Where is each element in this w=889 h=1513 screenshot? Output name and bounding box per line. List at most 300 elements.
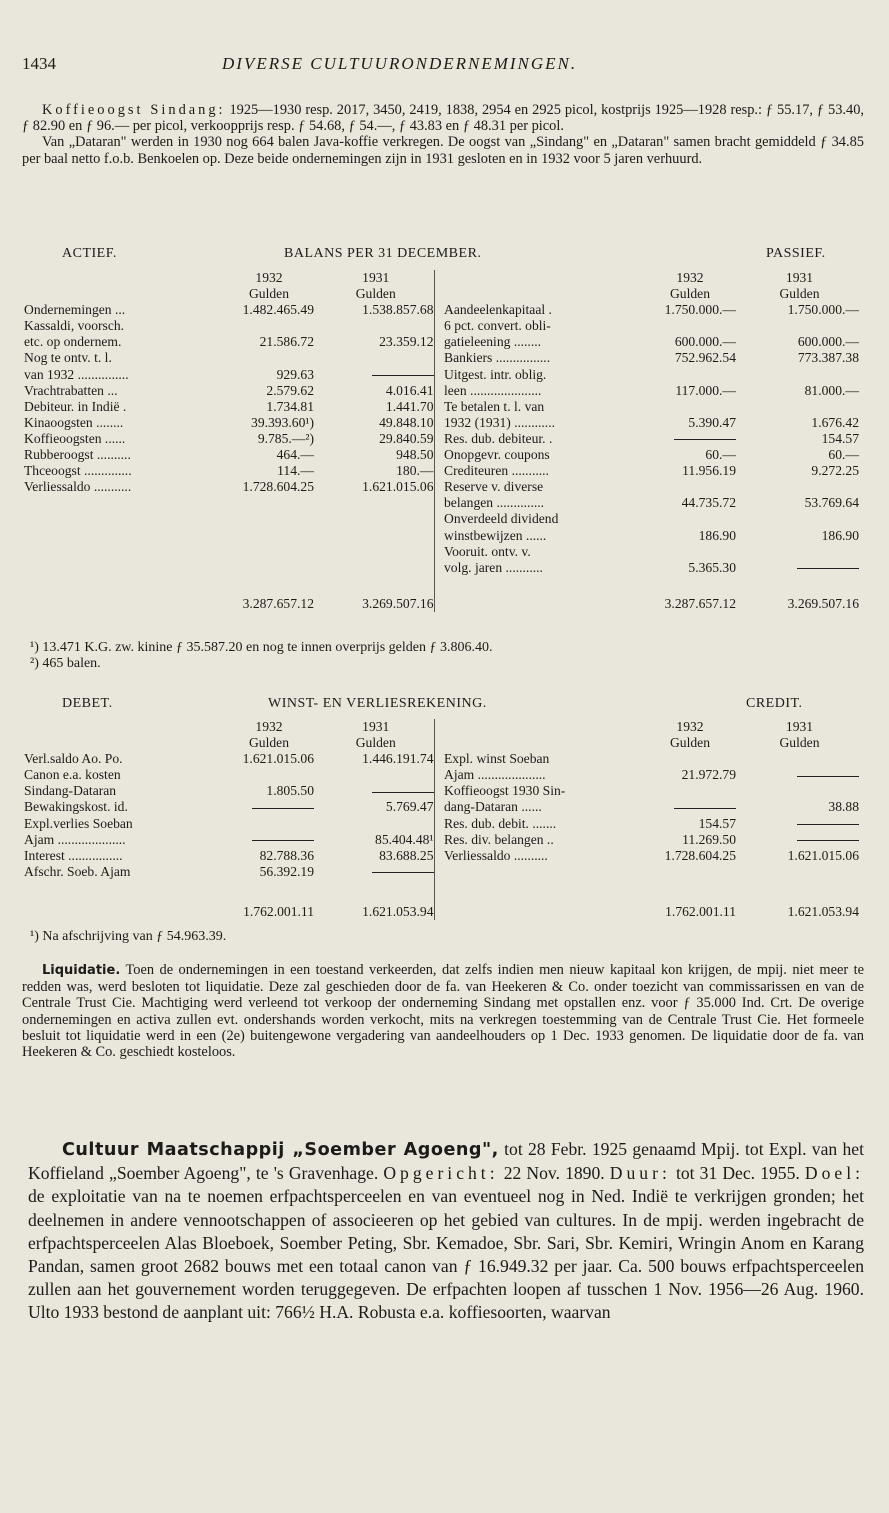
left-label bbox=[24, 560, 220, 576]
column-divider bbox=[434, 383, 444, 399]
table-row bbox=[24, 415, 859, 431]
winst-footnote-1: ¹) Na afschrijving van ƒ 54.963.39. bbox=[30, 929, 227, 944]
blank-cell bbox=[24, 596, 220, 612]
nil-dash bbox=[797, 568, 859, 569]
table-row bbox=[24, 367, 859, 383]
total-right-1932: 1.762.001.11 bbox=[665, 903, 736, 919]
currency-label: Gulden bbox=[669, 735, 711, 751]
spacer-row bbox=[24, 576, 859, 596]
table-row bbox=[24, 447, 859, 463]
column-divider bbox=[434, 511, 444, 527]
left-label: Verliessaldo ........... bbox=[24, 479, 132, 495]
soember-text-1: tot 28 Febr. 1925 genaamd Mpij. tot Expl. van het Koffieland „Soember Agoeng", te 's Gravenhage. bbox=[28, 1139, 864, 1184]
left-label: Bewakingskost. id. bbox=[24, 799, 128, 815]
blank-cell bbox=[220, 880, 318, 904]
table-row bbox=[24, 832, 859, 848]
koffieoogst-label: Koffieoogst Sindang: bbox=[42, 102, 226, 118]
page-number: 1434 bbox=[22, 54, 56, 73]
right-value-1932 bbox=[640, 544, 740, 560]
blank-cell bbox=[318, 880, 434, 904]
blank-cell bbox=[24, 576, 220, 596]
left-value-1931 bbox=[318, 511, 434, 527]
right-value-1931: 1.750.000.— bbox=[787, 302, 859, 318]
left-value-1931: 85.404.48¹ bbox=[375, 831, 434, 847]
table-row bbox=[24, 528, 859, 544]
right-value-1932: 11.269.50 bbox=[682, 831, 736, 847]
currency-label: Gulden bbox=[248, 735, 290, 751]
company-name: Cultuur Maatschappij „Soember Agoeng", bbox=[62, 1140, 499, 1160]
left-value-1931: 1.538.857.68 bbox=[362, 302, 434, 318]
blank-cell bbox=[444, 735, 640, 751]
right-value-1932 bbox=[640, 751, 740, 767]
currency-label: Gulden bbox=[779, 735, 820, 751]
right-value-1931: 154.57 bbox=[821, 430, 859, 446]
column-divider bbox=[434, 848, 444, 864]
table-row bbox=[24, 816, 859, 832]
table-row bbox=[24, 350, 859, 366]
balans-title: BALANS PER 31 DECEMBER. bbox=[284, 246, 482, 261]
left-value-1932: 21.586.72 bbox=[259, 334, 314, 350]
left-value-1932 bbox=[220, 799, 318, 815]
right-value-1932: 5.390.47 bbox=[688, 414, 736, 430]
left-label: etc. op ondernem. bbox=[24, 334, 122, 350]
column-divider bbox=[434, 816, 444, 832]
total-right-1931: 1.621.053.94 bbox=[787, 903, 859, 919]
koffieoogst-text: 1925—1930 resp. 2017, 3450, 2419, 1838, 2954 en 2925 picol, kostprijs 1925—1928 resp.: ƒ 55.17, ƒ 53.40, ƒ 82.90 en ƒ 96.— per picol, verkoopprijs resp. ƒ 54.68, ƒ 54.—, ƒ 43.83 en ƒ 48.31 per picol. bbox=[22, 102, 864, 135]
left-value-1932: 1.621.015.06 bbox=[242, 751, 314, 767]
right-value-1931: 81.000.— bbox=[804, 382, 859, 398]
column-divider bbox=[434, 560, 444, 576]
nil-dash bbox=[674, 808, 736, 809]
right-label: Expl. winst Soeban bbox=[444, 751, 550, 767]
total-left-1932: 3.287.657.12 bbox=[242, 595, 314, 611]
left-value-1931: 1.441.70 bbox=[385, 398, 434, 414]
intro-paragraphs bbox=[22, 102, 864, 167]
column-divider bbox=[434, 431, 444, 447]
blank-cell bbox=[640, 880, 740, 904]
left-value-1932: 1.482.465.49 bbox=[242, 302, 314, 318]
left-value-1931: 1.621.015.06 bbox=[362, 479, 434, 495]
right-label: gatieleening ........ bbox=[444, 334, 542, 350]
blank-cell bbox=[24, 270, 220, 286]
opgericht-label: Opgericht: bbox=[383, 1163, 499, 1184]
left-value-1932: 929.63 bbox=[276, 366, 314, 382]
table-row bbox=[24, 318, 859, 334]
table-row bbox=[24, 495, 859, 511]
table-row bbox=[24, 511, 859, 527]
column-divider bbox=[434, 751, 444, 767]
balans-right-title: PASSIEF. bbox=[766, 246, 826, 261]
left-value-1931 bbox=[318, 367, 434, 383]
left-value-1932 bbox=[220, 560, 318, 576]
right-label: Res. div. belangen .. bbox=[444, 831, 554, 847]
column-divider bbox=[434, 367, 444, 383]
right-label: volg. jaren ........... bbox=[444, 559, 543, 575]
blank-cell bbox=[444, 596, 640, 612]
doel-label: Doel: bbox=[804, 1163, 864, 1184]
year-1931-right: 1931 bbox=[785, 270, 814, 285]
table-row bbox=[24, 431, 859, 447]
left-label: Expl.verlies Soeban bbox=[24, 815, 133, 831]
blank-cell bbox=[24, 735, 220, 751]
currency-label: Gulden bbox=[779, 286, 820, 302]
left-value-1931 bbox=[318, 767, 434, 783]
nil-dash bbox=[797, 824, 859, 825]
column-divider bbox=[434, 415, 444, 431]
left-value-1931 bbox=[318, 544, 434, 560]
table-row bbox=[24, 479, 859, 495]
winst-left-title: DEBET. bbox=[62, 696, 113, 711]
right-label: Bankiers ................ bbox=[444, 350, 551, 366]
right-value-1931: 186.90 bbox=[821, 527, 859, 543]
currency-label: Gulden bbox=[355, 286, 396, 302]
right-value-1932 bbox=[640, 318, 740, 334]
right-value-1931 bbox=[740, 864, 859, 880]
left-value-1932: 1.805.50 bbox=[266, 783, 314, 799]
year-1931-right: 1931 bbox=[785, 719, 814, 734]
blank-cell bbox=[740, 880, 859, 904]
left-value-1931: 29.840.59 bbox=[379, 430, 434, 446]
left-value-1932 bbox=[220, 544, 318, 560]
right-value-1931 bbox=[740, 544, 859, 560]
table-row bbox=[24, 751, 859, 767]
winst-totals-row bbox=[24, 904, 859, 920]
nil-dash bbox=[797, 776, 859, 777]
left-value-1932: 2.579.62 bbox=[266, 382, 314, 398]
year-1932-left: 1932 bbox=[255, 270, 283, 285]
column-divider bbox=[434, 286, 444, 302]
column-divider bbox=[434, 528, 444, 544]
column-divider bbox=[434, 719, 444, 735]
right-label: Res. dub. debiteur. . bbox=[444, 430, 553, 446]
table-row bbox=[24, 463, 859, 479]
blank-cell bbox=[318, 576, 434, 596]
right-value-1932: 186.90 bbox=[698, 527, 736, 543]
liquidatie-label: Liquidatie. bbox=[42, 963, 121, 978]
right-label: Onverdeeld dividend bbox=[444, 511, 559, 527]
right-value-1932 bbox=[640, 511, 740, 527]
right-value-1931: 1.621.015.06 bbox=[787, 847, 859, 863]
left-value-1931 bbox=[318, 783, 434, 799]
total-left-1932: 1.762.001.11 bbox=[243, 903, 314, 919]
left-value-1932 bbox=[220, 495, 318, 511]
currency-label: Gulden bbox=[248, 286, 290, 302]
column-divider bbox=[434, 334, 444, 350]
column-divider bbox=[434, 463, 444, 479]
soember-agoeng-section bbox=[28, 1138, 864, 1325]
year-1932-right: 1932 bbox=[676, 719, 704, 734]
left-value-1932: 114.— bbox=[277, 463, 314, 479]
nil-dash bbox=[372, 375, 434, 376]
right-value-1932 bbox=[640, 431, 740, 447]
table-row bbox=[24, 302, 859, 318]
left-value-1931: 180.— bbox=[396, 463, 434, 479]
left-value-1931: 4.016.41 bbox=[385, 382, 434, 398]
left-label: Interest ................ bbox=[24, 847, 123, 863]
column-divider bbox=[434, 495, 444, 511]
column-divider bbox=[434, 576, 444, 596]
table-row bbox=[24, 383, 859, 399]
table-row bbox=[24, 864, 859, 880]
right-value-1932: 117.000.— bbox=[675, 382, 736, 398]
table-row bbox=[24, 399, 859, 415]
right-value-1932 bbox=[640, 367, 740, 383]
right-value-1931: 60.— bbox=[828, 447, 859, 463]
right-label: Crediteuren ........... bbox=[444, 463, 549, 479]
blank-cell bbox=[444, 286, 640, 302]
left-label: Ajam .................... bbox=[24, 831, 126, 847]
column-divider bbox=[434, 904, 444, 920]
year-1931-left: 1931 bbox=[362, 270, 390, 285]
right-label: 6 pct. convert. obli- bbox=[444, 318, 551, 334]
left-value-1932 bbox=[220, 832, 318, 848]
total-left-1931: 1.621.053.94 bbox=[362, 903, 434, 919]
winst-title: WINST- EN VERLIESREKENING. bbox=[268, 696, 487, 711]
column-divider bbox=[434, 864, 444, 880]
left-value-1931: 1.446.191.74 bbox=[362, 751, 434, 767]
right-value-1931: 600.000.— bbox=[797, 334, 859, 350]
right-value-1932: 44.735.72 bbox=[681, 495, 736, 511]
right-label bbox=[444, 864, 640, 880]
total-left-1931: 3.269.507.16 bbox=[362, 595, 434, 611]
left-value-1932: 464.— bbox=[276, 447, 314, 463]
left-label: Rubberoogst .......... bbox=[24, 447, 131, 463]
right-label: 1932 (1931) ............ bbox=[444, 414, 556, 430]
left-value-1932: 39.393.60¹) bbox=[251, 414, 314, 430]
left-value-1931: 83.688.25 bbox=[379, 847, 434, 863]
blank-cell bbox=[24, 719, 220, 735]
winst-right-title: CREDIT. bbox=[746, 696, 803, 711]
right-value-1932 bbox=[640, 479, 740, 495]
left-label: Canon e.a. kosten bbox=[24, 767, 121, 783]
right-value-1932: 752.962.54 bbox=[674, 350, 736, 366]
nil-dash bbox=[252, 840, 314, 841]
nil-dash bbox=[674, 439, 736, 440]
left-value-1931 bbox=[318, 350, 434, 366]
right-label: Vooruit. ontv. v. bbox=[444, 543, 531, 559]
left-value-1931 bbox=[318, 816, 434, 832]
left-label: Vrachtrabatten ... bbox=[24, 382, 118, 398]
right-value-1932: 600.000.— bbox=[674, 334, 736, 350]
currency-label: Gulden bbox=[355, 735, 396, 751]
left-value-1932 bbox=[220, 350, 318, 366]
right-value-1931 bbox=[740, 560, 859, 576]
table-row bbox=[24, 334, 859, 350]
right-value-1932: 154.57 bbox=[698, 815, 736, 831]
left-label: Thceoogst .............. bbox=[24, 463, 132, 479]
left-label bbox=[24, 528, 220, 544]
left-label bbox=[24, 511, 220, 527]
right-label: winstbewijzen ...... bbox=[444, 527, 547, 543]
running-title: DIVERSE CULTUURONDERNEMINGEN. bbox=[222, 54, 578, 73]
column-divider bbox=[434, 544, 444, 560]
soember-text-4: de exploitatie van na te noemen erfpachtsperceelen en van eventueel nog in Ned. Indië te verkrijgen gronden; het deelnemen in andere vennootschappen of associeeren op het gebied van cultures. In de mpij. werden ingebracht de erfpachtsperceelen Alas Bloeboek, Soember Peting, Sbr. Kemadoe, Sbr. Sari, Sbr. Kemiri, Wringin Anom en Karang Pandan, samen groot 2682 bouws met een totaal canon van ƒ 16.949.32 per jaar. Ca. 500 bouws erfpachtsperceelen zullen aan het gouvernement worden teruggegeven. De erfpachten loopen af tusschen 1 Nov. 1956—26 Aug. 1960. Ulto 1933 bestond de aanplant uit: 766½ H.A. Robusta e.a. koffiesoorten, waarvan bbox=[28, 1186, 864, 1323]
left-label: van 1932 ............... bbox=[24, 366, 129, 382]
right-value-1931 bbox=[740, 751, 859, 767]
year-1931-left: 1931 bbox=[362, 719, 390, 734]
right-value-1931 bbox=[740, 479, 859, 495]
nil-dash bbox=[797, 840, 859, 841]
right-value-1931 bbox=[740, 783, 859, 799]
right-value-1931 bbox=[740, 816, 859, 832]
right-label: Te betalen t. l. van bbox=[444, 398, 545, 414]
column-divider bbox=[434, 783, 444, 799]
blank-cell bbox=[444, 576, 640, 596]
left-value-1932 bbox=[220, 511, 318, 527]
right-value-1931: 1.676.42 bbox=[811, 414, 859, 430]
blank-cell bbox=[444, 719, 640, 735]
right-value-1932: 21.972.79 bbox=[681, 767, 736, 783]
blank-cell bbox=[640, 576, 740, 596]
left-value-1932: 56.392.19 bbox=[259, 863, 314, 879]
right-value-1931 bbox=[740, 767, 859, 783]
balans-footnote-2: ²) 465 balen. bbox=[30, 656, 101, 671]
right-value-1932: 1.750.000.— bbox=[664, 302, 736, 318]
right-value-1931: 38.88 bbox=[828, 799, 859, 815]
column-divider bbox=[434, 270, 444, 286]
winst-table bbox=[24, 719, 859, 920]
right-value-1931 bbox=[740, 399, 859, 415]
right-value-1932: 11.956.19 bbox=[682, 463, 736, 479]
right-value-1932: 5.365.30 bbox=[688, 559, 736, 575]
right-value-1931: 9.272.25 bbox=[811, 463, 859, 479]
blank-cell bbox=[24, 286, 220, 302]
right-label: Uitgest. intr. oblig. bbox=[444, 366, 547, 382]
liquidatie-text: Toen de ondernemingen in een toestand verkeerden, dat zelfs indien men nieuw kapitaal kon krijgen, de mpij. niet meer te redden was, werd besloten tot liquidatie. Deze zal geschieden door de fa. van Heekeren & Co. onder toezicht van commissarissen en van de Centrale Trust Cie. Machtiging werd verleend tot verkoop der onderneming Sindang met opstallen enz. voor ƒ 35.000 Ind. Crt. De overige ondernemingen en activa zullen evt. ondershands worden verkocht, mits na verkregen toestemming van de Centrale Trust Cie. Het formeele besluit tot liquidatie werd in een (2e) buitengewone vergadering van aandeelhouders op 1 Dec. 1933 genomen. De liquidatie door de fa. van Heekeren & Co. geschiedt kosteloos. bbox=[22, 962, 864, 1061]
right-label: Onopgevr. coupons bbox=[444, 447, 550, 463]
balans-table bbox=[24, 270, 859, 612]
right-label: Koffieoogst 1930 Sin- bbox=[444, 783, 566, 799]
total-right-1931: 3.269.507.16 bbox=[787, 595, 859, 611]
right-label: Verliessaldo .......... bbox=[444, 847, 548, 863]
left-label: Nog te ontv. t. l. bbox=[24, 350, 112, 366]
left-value-1932: 82.788.36 bbox=[259, 847, 314, 863]
page-header bbox=[22, 54, 865, 80]
left-value-1931 bbox=[318, 864, 434, 880]
balans-left-title: ACTIEF. bbox=[62, 246, 117, 261]
right-label: Aandeelenkapitaal . bbox=[444, 302, 552, 318]
spacer-row bbox=[24, 880, 859, 904]
column-divider bbox=[434, 767, 444, 783]
right-label: leen ..................... bbox=[444, 382, 542, 398]
balans-totals-row bbox=[24, 596, 859, 612]
table-row bbox=[24, 544, 859, 560]
right-value-1932 bbox=[640, 799, 740, 815]
right-label: Ajam .................... bbox=[444, 767, 546, 783]
blank-cell bbox=[24, 904, 220, 920]
dataran-paragraph: Van „Dataran" werden in 1930 nog 664 balen Java-koffie verkregen. De oogst van „Sindang" en „Dataran" samen bracht gemiddeld ƒ 34.85 per baal netto f.o.b. Benkoelen op. Deze beide ondernemingen zijn in 1931 gesloten en in 1932 voor 5 jaren verhuurd. bbox=[22, 134, 864, 167]
right-label: dang-Dataran ...... bbox=[444, 799, 542, 815]
left-value-1931 bbox=[318, 495, 434, 511]
left-label: Kassaldi, voorsch. bbox=[24, 318, 125, 334]
winst-currency-row bbox=[24, 735, 859, 751]
winst-year-row bbox=[24, 719, 859, 735]
column-divider bbox=[434, 447, 444, 463]
column-divider bbox=[434, 479, 444, 495]
nil-dash bbox=[372, 872, 434, 873]
left-value-1931: 948.50 bbox=[396, 447, 434, 463]
left-label: Debiteur. in Indië . bbox=[24, 398, 127, 414]
left-value-1931 bbox=[318, 528, 434, 544]
year-1932-left: 1932 bbox=[255, 719, 283, 734]
left-value-1932: 1.728.604.25 bbox=[242, 479, 314, 495]
right-value-1931 bbox=[740, 832, 859, 848]
currency-label: Gulden bbox=[669, 286, 711, 302]
column-divider bbox=[434, 318, 444, 334]
blank-cell bbox=[220, 576, 318, 596]
blank-cell bbox=[740, 576, 859, 596]
right-value-1932 bbox=[640, 399, 740, 415]
right-value-1931: 773.387.38 bbox=[797, 350, 859, 366]
right-label: Res. dub. debit. ....... bbox=[444, 815, 557, 831]
right-value-1932: 60.— bbox=[705, 447, 736, 463]
left-label: Sindang-Dataran bbox=[24, 783, 117, 799]
left-label: Koffieoogsten ...... bbox=[24, 430, 126, 446]
left-value-1931 bbox=[318, 318, 434, 334]
right-value-1931: 53.769.64 bbox=[804, 495, 859, 511]
column-divider bbox=[434, 350, 444, 366]
left-value-1931: 5.769.47 bbox=[385, 799, 434, 815]
right-value-1932 bbox=[640, 864, 740, 880]
left-label: Afschr. Soeb. Ajam bbox=[24, 863, 131, 879]
right-value-1931 bbox=[740, 367, 859, 383]
column-divider bbox=[434, 399, 444, 415]
table-row bbox=[24, 767, 859, 783]
column-divider bbox=[434, 596, 444, 612]
balans-currency-row bbox=[24, 286, 859, 302]
blank-cell bbox=[24, 880, 220, 904]
table-row bbox=[24, 799, 859, 815]
nil-dash bbox=[372, 792, 434, 793]
left-value-1931: 49.848.10 bbox=[379, 414, 434, 430]
total-right-1932: 3.287.657.12 bbox=[664, 595, 736, 611]
table-row bbox=[24, 848, 859, 864]
column-divider bbox=[434, 832, 444, 848]
right-value-1932 bbox=[640, 783, 740, 799]
nil-dash bbox=[252, 808, 314, 809]
left-value-1932 bbox=[220, 528, 318, 544]
right-value-1932: 1.728.604.25 bbox=[664, 847, 736, 863]
blank-cell bbox=[444, 270, 640, 286]
blank-cell bbox=[444, 880, 640, 904]
left-label bbox=[24, 544, 220, 560]
soember-text-3: tot 31 Dec. 1955. bbox=[670, 1163, 805, 1184]
column-divider bbox=[434, 799, 444, 815]
column-divider bbox=[434, 735, 444, 751]
soember-text-2: 22 Nov. 1890. bbox=[498, 1163, 610, 1184]
left-value-1932 bbox=[220, 318, 318, 334]
left-label: Verl.saldo Ao. Po. bbox=[24, 751, 123, 767]
left-value-1931: 23.359.12 bbox=[379, 334, 434, 350]
left-value-1932 bbox=[220, 767, 318, 783]
left-value-1932 bbox=[220, 816, 318, 832]
left-value-1931 bbox=[318, 560, 434, 576]
balans-footnote-1: ¹) 13.471 K.G. zw. kinine ƒ 35.587.20 en nog te innen overprijs gelden ƒ 3.806.40. bbox=[30, 640, 493, 655]
liquidatie-paragraph bbox=[22, 962, 864, 1060]
table-row bbox=[24, 783, 859, 799]
left-value-1932: 9.785.—²) bbox=[257, 430, 314, 446]
column-divider bbox=[434, 302, 444, 318]
balans-year-row bbox=[24, 270, 859, 286]
table-row bbox=[24, 560, 859, 576]
right-label: Reserve v. diverse bbox=[444, 479, 544, 495]
left-value-1932: 1.734.81 bbox=[266, 398, 314, 414]
blank-cell bbox=[444, 904, 640, 920]
koffieoogst-paragraph bbox=[22, 102, 864, 134]
left-label: Kinaoogsten ........ bbox=[24, 414, 124, 430]
year-1932-right: 1932 bbox=[676, 270, 704, 285]
right-value-1931 bbox=[740, 318, 859, 334]
